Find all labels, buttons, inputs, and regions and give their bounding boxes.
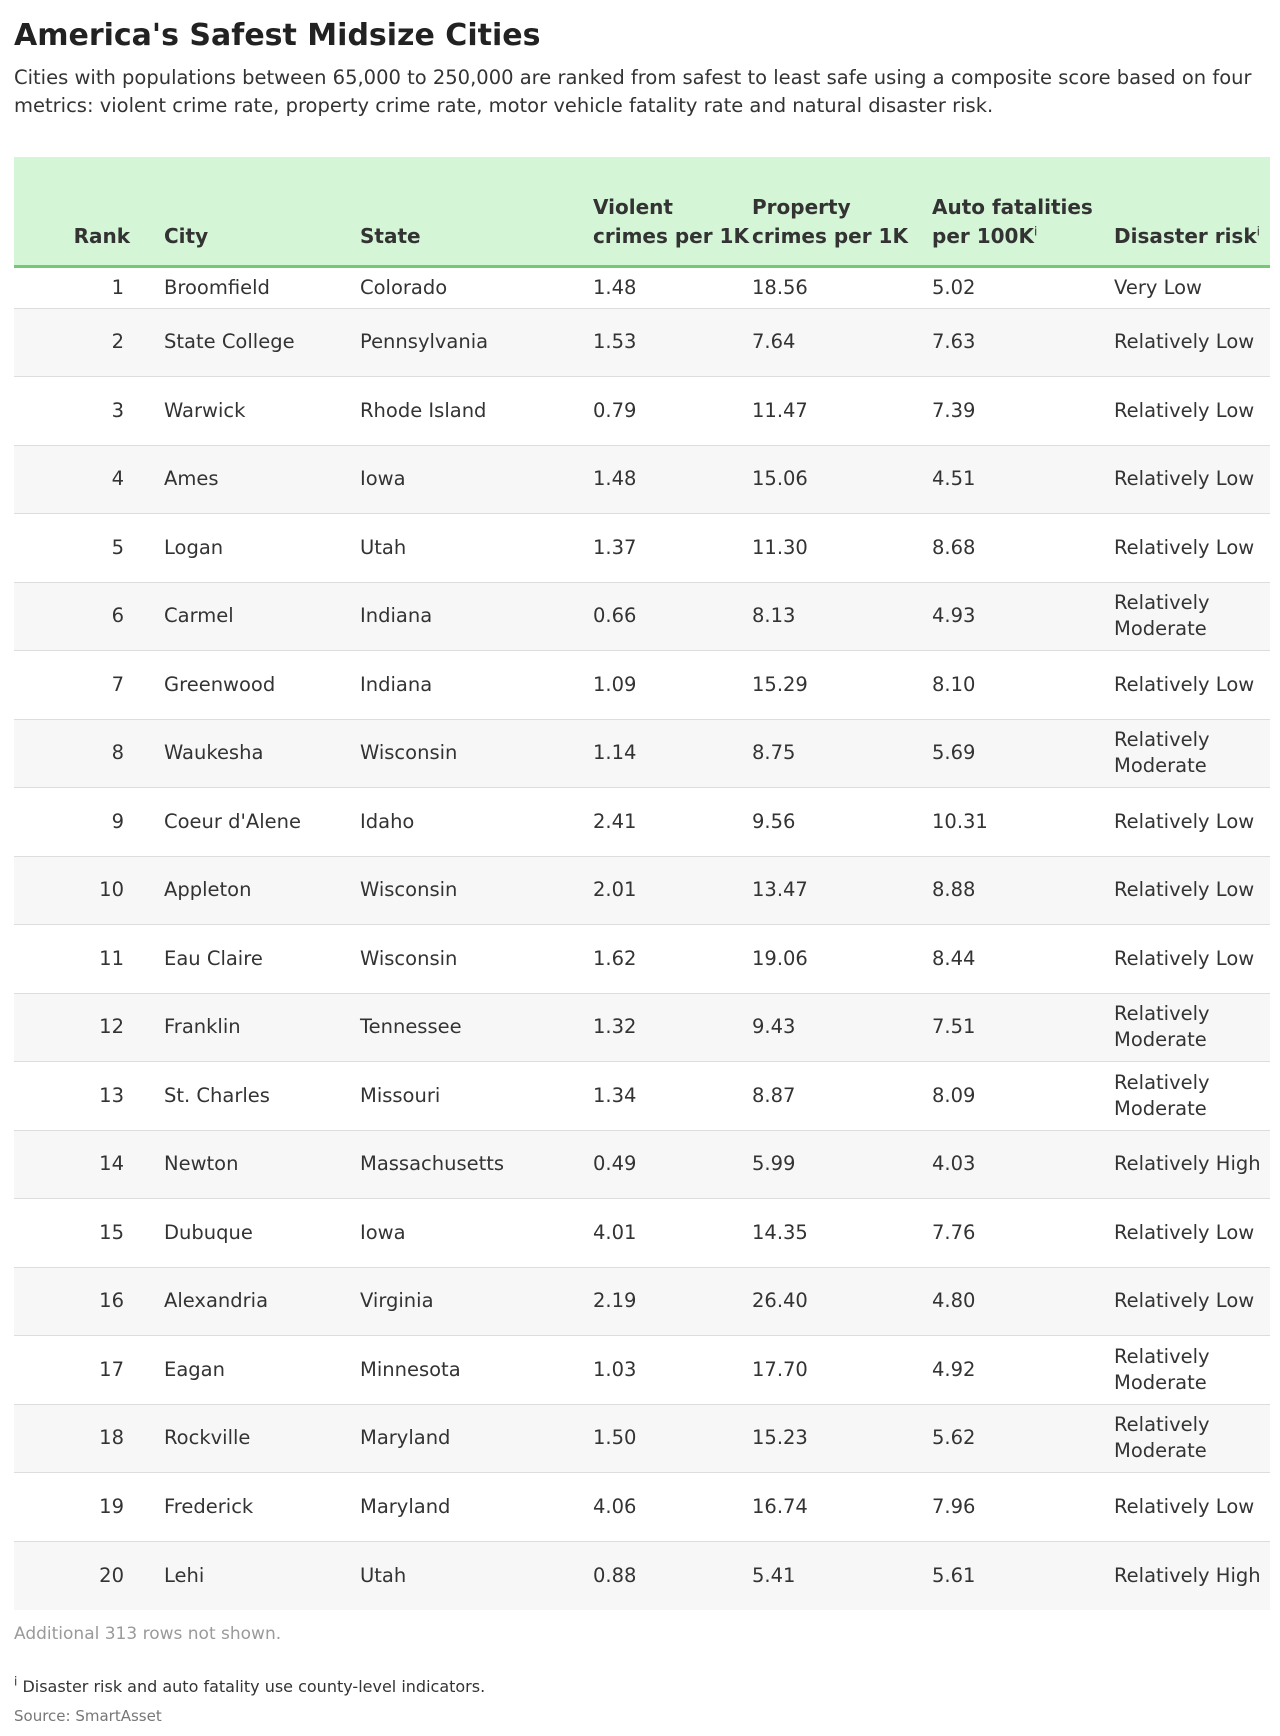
cell-property-crimes: 19.06	[752, 946, 808, 970]
source-credit: Source: SmartAsset	[14, 1707, 162, 1725]
cell-rank: 4	[111, 467, 124, 491]
cell-violent-crimes: 2.41	[593, 809, 637, 833]
cell-property-crimes: 18.56	[752, 275, 808, 299]
cell-violent-crimes: 1.48	[593, 275, 637, 299]
table-row	[14, 377, 1270, 446]
table-header-row	[14, 157, 1270, 266]
cell-auto-fatalities: 8.09	[932, 1083, 976, 1107]
cell-disaster-risk: Relatively Low	[1114, 535, 1255, 559]
column-header-rank[interactable]: Rank	[14, 157, 164, 266]
cell-rank: 1	[111, 275, 124, 299]
page-title: America's Safest Midsize Cities	[14, 18, 541, 53]
footnote-marker: i	[1256, 223, 1260, 238]
cell-violent-crimes: 1.48	[593, 467, 637, 491]
cell-violent-crimes: 0.66	[593, 604, 637, 628]
cell-violent-crimes: 1.14	[593, 741, 637, 765]
cell-city: Franklin	[164, 1015, 241, 1039]
cell-property-crimes: 15.06	[752, 467, 808, 491]
cell-rank: 6	[111, 604, 124, 628]
cell-violent-crimes: 1.62	[593, 946, 637, 970]
cell-city: Eagan	[164, 1357, 225, 1381]
column-header-city[interactable]: City	[164, 157, 360, 266]
column-header-violent-crimes[interactable]: Violent crimes per 1K	[593, 157, 752, 266]
cell-state: Wisconsin	[360, 946, 458, 970]
cell-rank: 9	[111, 809, 124, 833]
cell-property-crimes: 9.56	[752, 809, 796, 833]
cell-violent-crimes: 2.01	[593, 878, 637, 902]
footnote-text: Disaster risk and auto fatality use county-level indicators.	[22, 1677, 486, 1696]
cell-auto-fatalities: 7.96	[932, 1494, 976, 1518]
cell-violent-crimes: 0.79	[593, 398, 637, 422]
cell-city: Waukesha	[164, 741, 264, 765]
cell-rank: 17	[99, 1357, 124, 1381]
cell-disaster-risk: Relatively Low	[1114, 672, 1255, 696]
page-subtitle: Cities with populations between 65,000 to 250,000 are ranked from safest to least safe using a composite score based on four metrics: violent crime rate, property crime rate, motor vehicle fatality rate and natural disaster risk.	[14, 66, 1252, 117]
cell-disaster-risk: Relatively Moderate	[1114, 1413, 1210, 1463]
table-row	[14, 308, 1270, 377]
cell-rank: 3	[111, 398, 124, 422]
cell-disaster-risk: Relatively Moderate	[1114, 728, 1210, 778]
column-header-auto-fatalities[interactable]: Auto fatalities per $100K^i$	[932, 157, 1114, 266]
table-row	[14, 1267, 1270, 1336]
cell-auto-fatalities: 4.93	[932, 604, 976, 628]
cell-state: Missouri	[360, 1083, 441, 1107]
cell-auto-fatalities: 4.80	[932, 1289, 976, 1313]
cell-property-crimes: 26.40	[752, 1289, 808, 1313]
cell-property-crimes: 9.43	[752, 1015, 796, 1039]
table-row	[14, 1062, 1270, 1131]
cell-disaster-risk: Relatively High	[1114, 1563, 1261, 1587]
cell-property-crimes: 8.87	[752, 1083, 796, 1107]
cell-disaster-risk: Relatively Low	[1114, 946, 1255, 970]
cell-auto-fatalities: 5.61	[932, 1563, 976, 1587]
cell-rank: 11	[99, 946, 124, 970]
cell-state: Massachusetts	[360, 1152, 505, 1176]
cell-auto-fatalities: 7.63	[932, 330, 976, 354]
cell-disaster-risk: Relatively Moderate	[1114, 591, 1210, 641]
cell-state: Colorado	[360, 275, 448, 299]
cell-property-crimes: 5.99	[752, 1152, 796, 1176]
cell-state: Pennsylvania	[360, 330, 489, 354]
cell-disaster-risk: Relatively Low	[1114, 1494, 1255, 1518]
cell-auto-fatalities: 7.51	[932, 1015, 976, 1039]
cell-violent-crimes: 1.03	[593, 1357, 637, 1381]
cell-violent-crimes: 1.53	[593, 330, 637, 354]
cell-violent-crimes: 1.34	[593, 1083, 637, 1107]
cell-city: Alexandria	[164, 1289, 269, 1313]
table-row	[14, 1130, 1270, 1199]
cell-auto-fatalities: 8.68	[932, 535, 976, 559]
footnote-marker: i	[1033, 223, 1038, 238]
cell-auto-fatalities: 10.31	[932, 809, 988, 833]
cell-disaster-risk: Relatively Low	[1114, 330, 1255, 354]
column-header-disaster-risk[interactable]: Disaster risk$^i$	[1114, 157, 1270, 266]
table-row	[14, 1404, 1270, 1473]
cell-city: Lehi	[164, 1563, 205, 1587]
cell-state: Indiana	[360, 672, 433, 696]
cell-auto-fatalities: 8.10	[932, 672, 976, 696]
column-header-property-crimes[interactable]: Property crimes per 1K	[752, 157, 932, 266]
cell-violent-crimes: 1.09	[593, 672, 637, 696]
cell-disaster-risk: Relatively Low	[1114, 878, 1255, 902]
cell-rank: 15	[99, 1220, 124, 1244]
cell-disaster-risk: Relatively Moderate	[1114, 1070, 1210, 1120]
cell-violent-crimes: 1.37	[593, 535, 637, 559]
cell-city: State College	[164, 330, 295, 354]
cell-property-crimes: 11.47	[752, 398, 808, 422]
cell-rank: 20	[99, 1563, 124, 1587]
cell-auto-fatalities: 4.51	[932, 467, 976, 491]
table-row	[14, 1473, 1270, 1542]
table-row	[14, 266, 1270, 308]
cell-city: Newton	[164, 1152, 239, 1176]
cell-property-crimes: 13.47	[752, 878, 808, 902]
cell-rank: 13	[99, 1083, 124, 1107]
cell-city: Greenwood	[164, 672, 276, 696]
cell-rank: 2	[111, 330, 124, 354]
cell-disaster-risk: Relatively Low	[1114, 398, 1255, 422]
table-row	[14, 514, 1270, 583]
cell-city: Ames	[164, 467, 219, 491]
cell-state: Iowa	[360, 1220, 406, 1244]
table-row	[14, 1541, 1270, 1610]
footnote-marker: i	[14, 1674, 18, 1689]
table-row	[14, 1336, 1270, 1405]
table-row	[14, 993, 1270, 1062]
cell-city: Warwick	[164, 398, 246, 422]
cell-disaster-risk: Very Low	[1114, 275, 1202, 299]
cell-state: Maryland	[360, 1426, 451, 1450]
cell-auto-fatalities: 4.03	[932, 1152, 976, 1176]
cell-violent-crimes: 4.01	[593, 1220, 637, 1244]
cell-auto-fatalities: 8.88	[932, 878, 976, 902]
table-row	[14, 651, 1270, 720]
table-row	[14, 582, 1270, 651]
cell-state: Utah	[360, 535, 407, 559]
cell-property-crimes: 8.13	[752, 604, 796, 628]
cell-city: Carmel	[164, 604, 234, 628]
table-row	[14, 856, 1270, 925]
table-row	[14, 445, 1270, 514]
cell-state: Rhode Island	[360, 398, 487, 422]
cell-violent-crimes: 0.88	[593, 1563, 637, 1587]
cell-auto-fatalities: 5.69	[932, 741, 976, 765]
cell-rank: 16	[99, 1289, 124, 1313]
table-body	[14, 266, 1270, 1610]
cell-violent-crimes: 2.19	[593, 1289, 637, 1313]
safest-cities-table	[14, 157, 1270, 1610]
cell-city: St. Charles	[164, 1083, 270, 1107]
cell-disaster-risk: Relatively Moderate	[1114, 1002, 1210, 1052]
cell-auto-fatalities: 7.39	[932, 398, 976, 422]
cell-city: Eau Claire	[164, 946, 263, 970]
table-row	[14, 925, 1270, 994]
table-row	[14, 1199, 1270, 1268]
cell-disaster-risk: Relatively Low	[1114, 467, 1255, 491]
cell-state: Virginia	[360, 1289, 434, 1313]
cell-property-crimes: 5.41	[752, 1563, 796, 1587]
cell-disaster-risk: Relatively Low	[1114, 1289, 1255, 1313]
table-row	[14, 719, 1270, 788]
cell-rank: 5	[111, 535, 124, 559]
cell-disaster-risk: Relatively Low	[1114, 809, 1255, 833]
cell-property-crimes: 15.29	[752, 672, 808, 696]
cell-auto-fatalities: 5.62	[932, 1426, 976, 1450]
cell-state: Maryland	[360, 1494, 451, 1518]
cell-rank: 12	[99, 1015, 124, 1039]
additional-rows-note: Additional 313 rows not shown.	[14, 1624, 282, 1644]
cell-state: Idaho	[360, 809, 415, 833]
table-row	[14, 788, 1270, 857]
cell-auto-fatalities: 4.92	[932, 1357, 976, 1381]
cell-state: Utah	[360, 1563, 407, 1587]
cell-city: Dubuque	[164, 1220, 253, 1244]
cell-city: Rockville	[164, 1426, 251, 1450]
cell-city: Coeur d'Alene	[164, 809, 301, 833]
cell-disaster-risk: Relatively Low	[1114, 1220, 1255, 1244]
cell-state: Wisconsin	[360, 878, 458, 902]
cell-auto-fatalities: 7.76	[932, 1220, 976, 1244]
cell-state: Minnesota	[360, 1357, 461, 1381]
cell-violent-crimes: 1.32	[593, 1015, 637, 1039]
cell-property-crimes: 11.30	[752, 535, 808, 559]
cell-state: Indiana	[360, 604, 433, 628]
cell-property-crimes: 8.75	[752, 741, 796, 765]
cell-city: Appleton	[164, 878, 252, 902]
cell-disaster-risk: Relatively Moderate	[1114, 1344, 1210, 1394]
cell-auto-fatalities: 5.02	[932, 275, 976, 299]
cell-state: Iowa	[360, 467, 406, 491]
cell-state: Tennessee	[360, 1015, 462, 1039]
cell-property-crimes: 7.64	[752, 330, 796, 354]
cell-city: Broomfield	[164, 275, 270, 299]
cell-violent-crimes: 1.50	[593, 1426, 637, 1450]
cell-rank: 7	[111, 672, 124, 696]
cell-city: Frederick	[164, 1494, 254, 1518]
cell-rank: 14	[99, 1152, 124, 1176]
cell-violent-crimes: 0.49	[593, 1152, 637, 1176]
cell-property-crimes: 15.23	[752, 1426, 808, 1450]
cell-rank: 10	[99, 878, 124, 902]
cell-rank: 8	[111, 741, 124, 765]
cell-auto-fatalities: 8.44	[932, 946, 976, 970]
cell-state: Wisconsin	[360, 741, 458, 765]
cell-property-crimes: 17.70	[752, 1357, 808, 1381]
cell-violent-crimes: 4.06	[593, 1494, 637, 1518]
cell-rank: 19	[99, 1494, 124, 1518]
column-header-state[interactable]: State	[360, 157, 593, 266]
cell-property-crimes: 14.35	[752, 1220, 808, 1244]
cell-disaster-risk: Relatively High	[1114, 1152, 1261, 1176]
cell-property-crimes: 16.74	[752, 1494, 808, 1518]
cell-city: Logan	[164, 535, 224, 559]
cell-rank: 18	[99, 1426, 124, 1450]
footnote	[14, 1676, 485, 1698]
